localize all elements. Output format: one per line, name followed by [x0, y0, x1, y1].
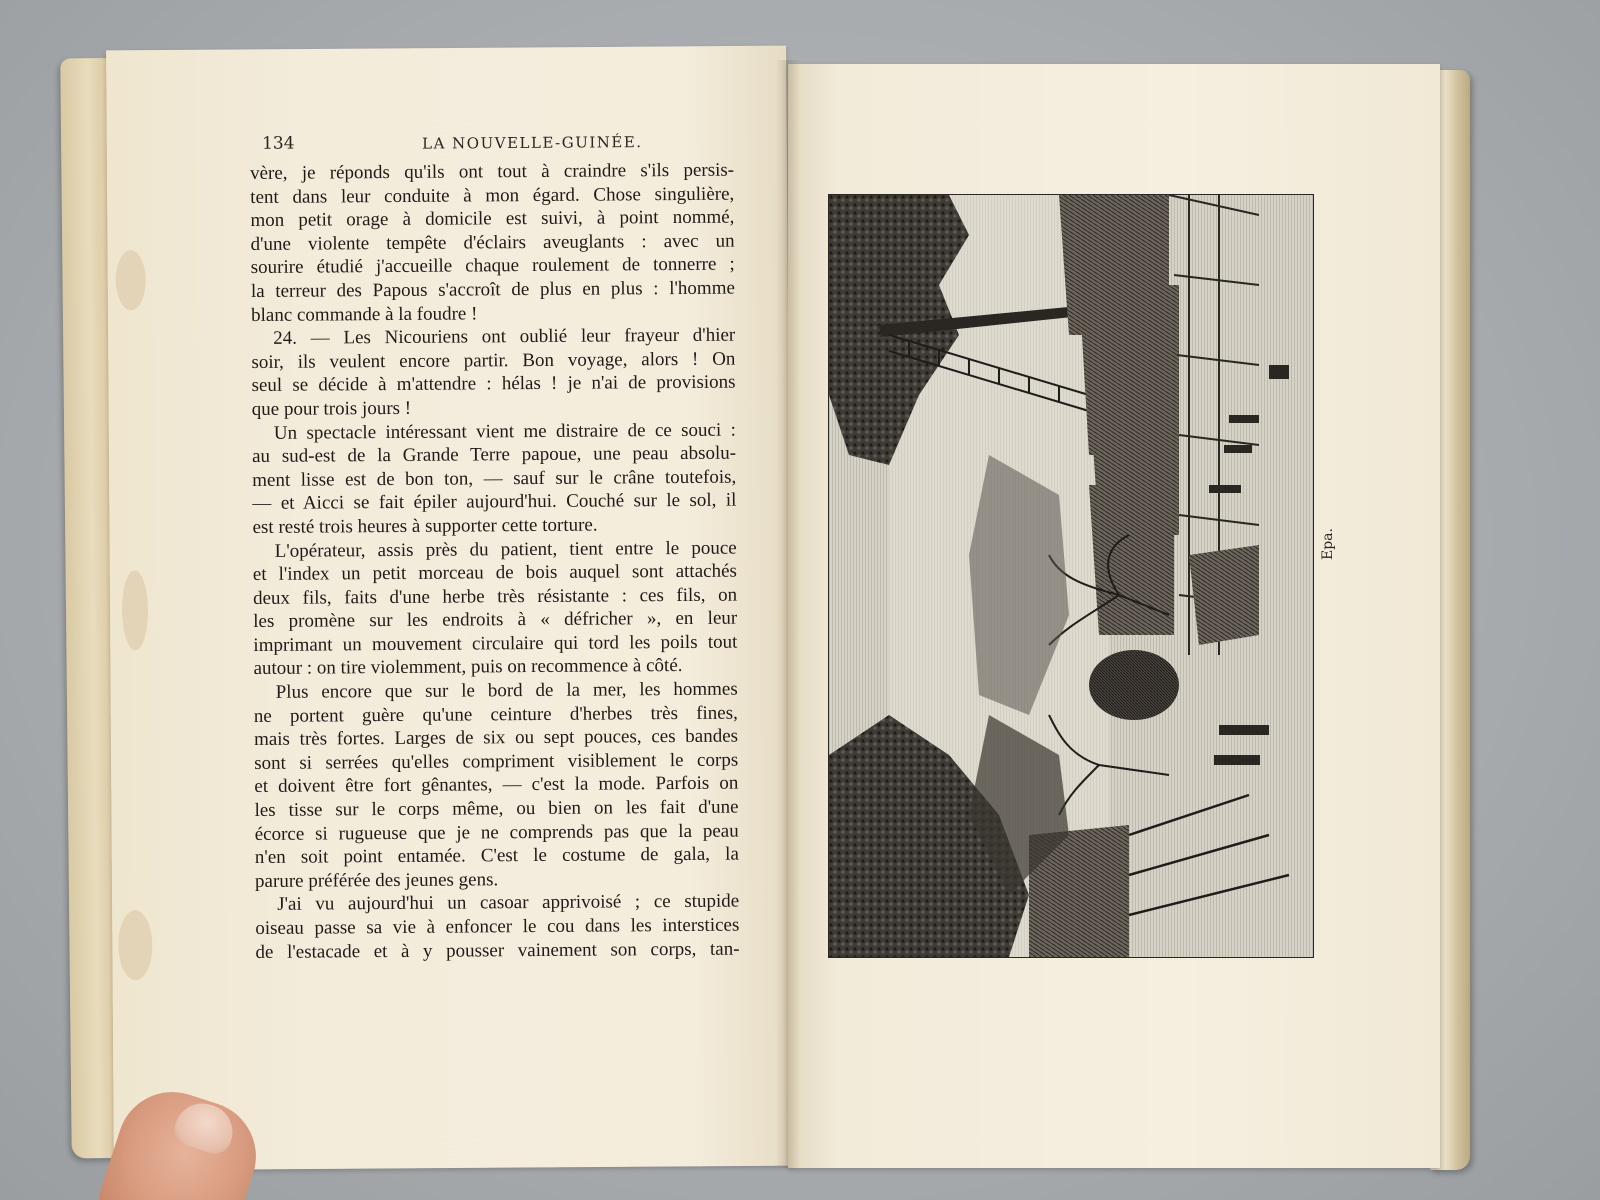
- text-line: que pour trois jours !: [251, 397, 412, 420]
- page-number: 134: [262, 133, 295, 154]
- engraving-artwork: [829, 195, 1313, 957]
- text-line: oiseau passe sa vie à enfoncer le cou dans les interstices: [255, 914, 740, 939]
- text-line: est resté trois heures à supporter cette torture.: [252, 514, 598, 538]
- foxing-stain: [115, 250, 145, 310]
- text-line: mon petit orage à domicile est suivi, à point nommé,: [250, 206, 735, 232]
- text-line: la terreur des Papous s'accroît de plus en plus : l'homme: [250, 277, 735, 302]
- text-line: deux fils, faits d'une herbe très résistante : ces fils, on: [252, 584, 738, 609]
- text-line: au sud-est de la Grande Terre papoue, une peau absolu-: [251, 442, 737, 468]
- text-line: les promène sur les endroits à « défricher », en leur: [253, 607, 738, 633]
- text-line: sourire étudié j'accueille chaque roulement de tonnerre ;: [250, 253, 735, 279]
- body-text: [250, 159, 740, 965]
- foxing-stain: [118, 910, 152, 980]
- text-line: 24. — Les Nicouriens ont oublié leur frayeur d'hier: [273, 324, 736, 349]
- text-line: sont si serrées qu'elles compriment visiblement le corps: [254, 749, 739, 774]
- illustration-caption: Epa.: [1320, 528, 1336, 560]
- text-line: vère, je réponds qu'ils ont tout à craindre s'ils persis-: [250, 159, 735, 184]
- text-line: et l'index un petit morceau de bois auquel sont attachés: [252, 560, 737, 586]
- book-gutter: [776, 60, 800, 1168]
- text-line: d'une violente tempête d'éclairs aveuglants : avec un: [250, 230, 735, 255]
- village-engraving: [828, 194, 1314, 958]
- text-line: blanc commande à la foudre !: [250, 302, 478, 326]
- text-line: J'ai vu aujourd'hui un casoar apprivoisé ; ce stupide: [277, 891, 740, 916]
- text-line: mais très fortes. Larges de six ou sept pouces, ces bandes: [253, 725, 739, 751]
- text-line: les tisse sur le corps même, ou bien on les fait d'une: [254, 796, 739, 822]
- text-line: et doivent être fort gênantes, — c'est la mode. Parfois on: [254, 773, 739, 798]
- text-line: soir, ils veulent encore partir. Bon voyage, alors ! On: [251, 348, 736, 373]
- text-line: Un spectacle intéressant vient me distraire de ce souci :: [273, 419, 736, 444]
- text-line: seul se décide à m'attendre : hélas ! je n'ai de provisions: [251, 371, 736, 397]
- text-line: tent dans leur conduite à mon égard. Chose singulière,: [250, 183, 735, 208]
- text-line: n'en soit point entamée. C'est le costume de gala, la: [254, 843, 739, 869]
- text-line: de l'estacade et à y pousser vainement son corps, tan-: [255, 938, 740, 963]
- text-line: ne portent guère qu'une ceinture d'herbes très fines,: [253, 702, 738, 727]
- text-line: écorce si rugueuse que je ne comprends pas que la peau: [254, 820, 739, 845]
- text-line: — et Aicci se fait épiler aujourd'hui. Couché sur le sol, il: [252, 489, 737, 515]
- text-line: L'opérateur, assis près du patient, tient entre le pouce: [274, 537, 737, 562]
- text-line: parure préférée des jeunes gens.: [254, 869, 499, 892]
- text-line: autour : on tire violemment, puis on recommence à côté.: [253, 655, 683, 680]
- text-line: imprimant un mouvement circulaire qui tord les poils tout: [253, 631, 738, 656]
- ground-hut: [1189, 545, 1259, 645]
- foxing-stain: [122, 570, 149, 650]
- text-line: ment lisse est de bon ton, — sauf sur le crâne toutefois,: [252, 466, 737, 491]
- text-line: Plus encore que sur le bord de la mer, les hommes: [275, 678, 738, 703]
- round-hut: [1089, 650, 1179, 720]
- running-title: LA NOUVELLE-GUINÉE.: [422, 133, 643, 153]
